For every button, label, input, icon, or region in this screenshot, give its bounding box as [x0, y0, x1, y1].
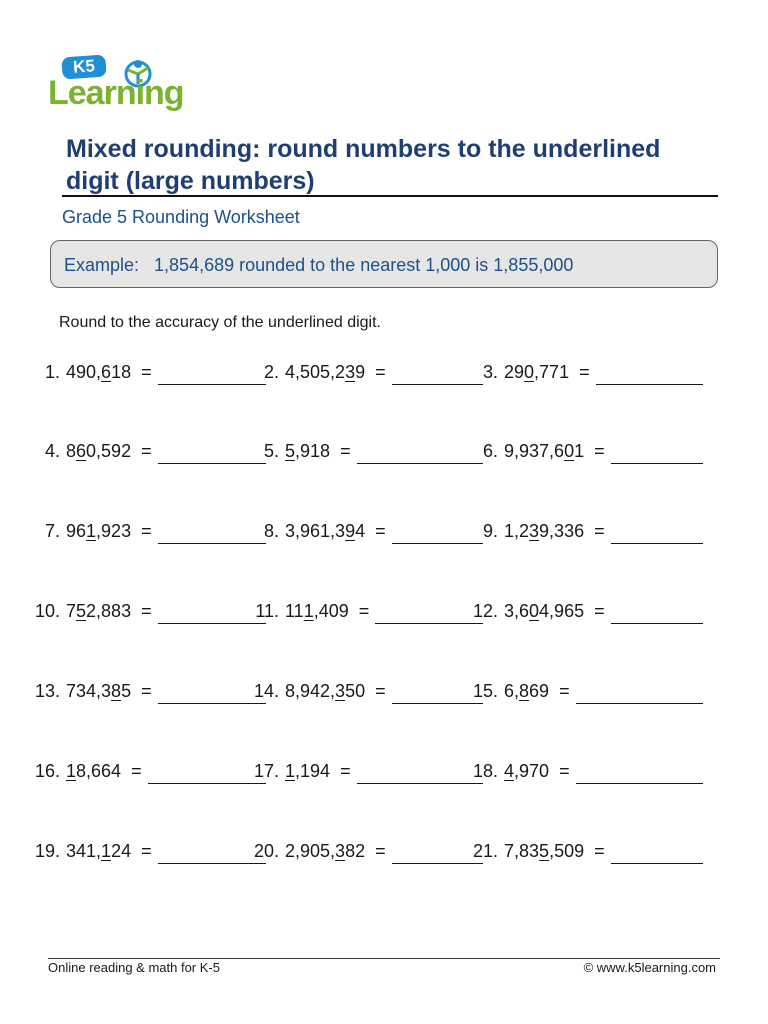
underlined-digit: 3	[529, 521, 540, 541]
equals-sign: =	[141, 362, 152, 382]
problem-item	[462, 362, 703, 383]
problem-number: 12.	[472, 601, 498, 621]
problem-number: 5.	[263, 441, 279, 461]
number-part: 69	[529, 681, 550, 701]
number-part: ,923	[96, 521, 132, 541]
problem-item	[243, 362, 483, 383]
underlined-digit: 3	[335, 681, 346, 701]
problem-number: 17.	[253, 761, 279, 781]
answer-blank[interactable]	[611, 445, 703, 464]
equals-sign: =	[141, 841, 152, 861]
number-part: 3,6	[504, 601, 530, 621]
number-part: 8	[66, 441, 77, 461]
problem-item	[243, 601, 483, 622]
equals-sign: =	[375, 681, 386, 701]
underlined-digit: 1	[86, 521, 97, 541]
problem-number: 7.	[44, 521, 60, 541]
number-part: 3,961,3	[285, 521, 346, 541]
equals-sign: =	[141, 521, 152, 541]
footer-divider	[48, 958, 720, 959]
underlined-digit: 6	[101, 362, 112, 382]
underlined-digit: 5	[76, 601, 87, 621]
problem-number: 6.	[482, 441, 498, 461]
number-part: 4	[355, 521, 366, 541]
problem-item	[24, 761, 266, 782]
number-part: 96	[66, 521, 87, 541]
equals-sign: =	[594, 601, 605, 621]
number-part: 8,664	[76, 761, 122, 781]
problem-number: 4.	[44, 441, 60, 461]
number-part: 50	[345, 681, 366, 701]
answer-blank[interactable]	[611, 845, 703, 864]
answer-blank[interactable]	[596, 366, 703, 385]
problem-number: 10.	[34, 601, 60, 621]
number-part: 18	[111, 362, 132, 382]
problem-item	[243, 681, 483, 702]
number-part: 4,965	[539, 601, 585, 621]
problem-item	[243, 761, 483, 782]
number-part: 9,336	[539, 521, 585, 541]
underlined-digit: 1	[101, 841, 112, 861]
equals-sign: =	[375, 362, 386, 382]
number-part: ,509	[549, 841, 585, 861]
problem-item	[462, 681, 703, 702]
number-part: 341,	[66, 841, 102, 861]
logo-badge: K5	[61, 54, 106, 79]
number-part: 6,	[504, 681, 520, 701]
underlined-digit: 4	[504, 761, 515, 781]
problem-item	[24, 841, 266, 862]
number-part: 734,3	[66, 681, 112, 701]
number-part: 24	[111, 841, 132, 861]
equals-sign: =	[594, 441, 605, 461]
example-text: Example: 1,854,689 rounded to the nearest 1,000 is 1,855,000	[64, 255, 574, 275]
equals-sign: =	[141, 681, 152, 701]
number-part: 82	[345, 841, 366, 861]
problem-number: 13.	[34, 681, 60, 701]
number-part: 490,	[66, 362, 102, 382]
underlined-digit: 1	[285, 761, 296, 781]
underlined-digit: 3	[345, 362, 356, 382]
problem-item	[462, 761, 703, 782]
number-part: 2,883	[86, 601, 132, 621]
underlined-digit: 0	[529, 601, 540, 621]
number-part: ,771	[534, 362, 570, 382]
footer-right: © www.k5learning.com	[583, 960, 716, 975]
number-part: 2,905,	[285, 841, 336, 861]
equals-sign: =	[340, 441, 351, 461]
problem-item	[462, 841, 703, 862]
number-part: 9,937,6	[504, 441, 565, 461]
equals-sign: =	[141, 441, 152, 461]
equals-sign: =	[131, 761, 142, 781]
problem-item	[24, 681, 266, 702]
number-part: 7,83	[504, 841, 540, 861]
instructions: Round to the accuracy of the underlined digit.	[59, 314, 381, 331]
underlined-digit: 3	[335, 841, 346, 861]
answer-blank[interactable]	[611, 525, 703, 544]
number-part: ,918	[295, 441, 331, 461]
footer-left: Online reading & math for K-5	[48, 960, 220, 975]
problem-number: 15.	[472, 681, 498, 701]
equals-sign: =	[594, 521, 605, 541]
underlined-digit: 8	[519, 681, 530, 701]
problem-item	[243, 521, 483, 542]
number-part: 1	[574, 441, 585, 461]
problem-number: 18.	[472, 761, 498, 781]
problem-item	[24, 521, 266, 542]
number-part: 1,2	[504, 521, 530, 541]
problem-item	[24, 601, 266, 622]
problem-number: 20.	[253, 841, 279, 861]
equals-sign: =	[340, 761, 351, 781]
problem-number: 8.	[263, 521, 279, 541]
problem-number: 16.	[34, 761, 60, 781]
problem-item	[462, 601, 703, 622]
problem-number: 3.	[482, 362, 498, 382]
number-part: 4,505,2	[285, 362, 346, 382]
logo-word: Learning	[48, 74, 184, 112]
number-part: 29	[504, 362, 525, 382]
problem-item	[462, 521, 703, 542]
equals-sign: =	[358, 601, 370, 621]
underlined-digit: 9	[345, 521, 356, 541]
underlined-digit: 8	[111, 681, 122, 701]
problem-number: 19.	[34, 841, 60, 861]
underlined-digit: 5	[539, 841, 550, 861]
problem-number: 11.	[255, 601, 279, 621]
answer-blank[interactable]	[576, 765, 703, 784]
problem-number: 2.	[263, 362, 279, 382]
problem-number: 9.	[482, 521, 498, 541]
equals-sign: =	[375, 521, 386, 541]
problem-number: 14.	[253, 681, 279, 701]
worksheet-subtitle: Grade 5 Rounding Worksheet	[62, 207, 300, 227]
problem-item	[24, 362, 266, 383]
number-part: 7	[66, 601, 77, 621]
number-part: 8,942,	[285, 681, 336, 701]
equals-sign: =	[375, 841, 386, 861]
equals-sign: =	[141, 601, 152, 621]
equals-sign: =	[559, 761, 570, 781]
equals-sign: =	[559, 681, 570, 701]
number-part: 9	[355, 362, 366, 382]
underlined-digit: 1	[66, 761, 77, 781]
underlined-digit: 0	[524, 362, 535, 382]
equals-sign: =	[594, 841, 605, 861]
number-part: ,194	[295, 761, 331, 781]
number-part: 0,592	[86, 441, 132, 461]
equals-sign: =	[579, 362, 590, 382]
answer-blank[interactable]	[611, 605, 703, 624]
number-part: ,970	[514, 761, 550, 781]
problem-item	[462, 441, 703, 462]
number-part: 11	[285, 601, 304, 621]
underlined-digit: 6	[76, 441, 87, 461]
problem-item	[243, 441, 483, 462]
problem-item	[24, 441, 266, 462]
problem-number: 1.	[44, 362, 60, 382]
underlined-digit: 1	[303, 601, 314, 621]
answer-blank[interactable]	[576, 685, 703, 704]
number-part: ,409	[313, 601, 349, 621]
problem-number: 21.	[472, 841, 498, 861]
worksheet-title: Mixed rounding: round numbers to the underlined digit (large numbers)	[66, 135, 661, 195]
number-part: 5	[121, 681, 132, 701]
underlined-digit: 5	[285, 441, 296, 461]
underlined-digit: 0	[564, 441, 575, 461]
problem-item	[243, 841, 483, 862]
